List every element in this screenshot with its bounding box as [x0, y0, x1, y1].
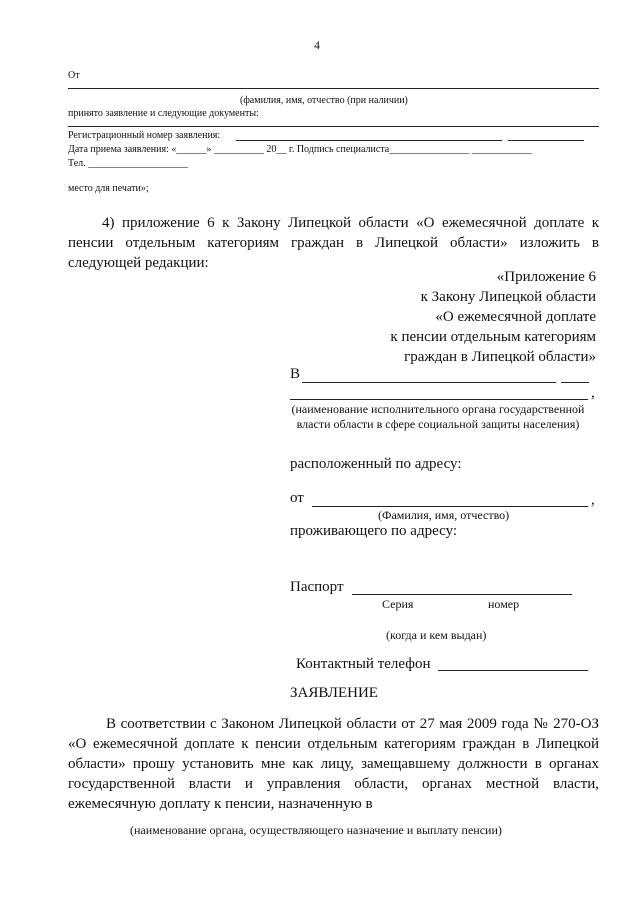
accepted-label: принято заявление и следующие документы: — [68, 108, 259, 119]
statement-line-1: В соответствии с Законом Липецкой области от 27 мая 2009 года № 270-ОЗ — [106, 716, 599, 732]
reg-number-line-2 — [508, 140, 584, 141]
amendment-line-2: пенсии отдельным категориям граждан в Липецкой области» изложить в — [68, 235, 599, 251]
from-prefix: от — [290, 490, 304, 506]
phone-label-small: Тел. ____________________ — [68, 158, 189, 169]
pension-org-caption: (наименование органа, осуществляющего назначение и выплату пенсии) — [130, 823, 502, 837]
appendix-line-3: «О ежемесячной доплате — [435, 309, 596, 325]
fio-line-main — [312, 506, 588, 507]
issued-caption: (когда и кем выдан) — [386, 628, 487, 642]
residence-label: проживающего по адресу: — [290, 523, 458, 539]
appendix-line-2: к Закону Липецкой области — [420, 289, 596, 305]
appendix-line-5: граждан в Липецкой области» — [404, 349, 596, 365]
appendix-line-4: к пенсии отдельным категориям — [390, 329, 596, 345]
amendment-line-3: следующей редакции: — [68, 255, 209, 271]
appendix-line-1: «Приложение 6 — [496, 269, 596, 285]
appendix-header — [390, 267, 596, 367]
passport-line — [352, 594, 572, 595]
statement-line-5: ежемесячную доплату к пенсии, назначенную в — [68, 796, 373, 812]
date-label: Дата приема заявления: «______» __________ 20__ г. Подпись специалиста________________ ____________ — [68, 144, 532, 155]
fio-caption: (фамилия, имя, отчество (при наличии) — [240, 95, 408, 106]
documents-line — [68, 126, 599, 127]
passport-label: Паспорт — [290, 579, 344, 595]
amendment-line-1: 4) приложение 6 к Закону Липецкой области «О ежемесячной доплате к — [102, 215, 599, 231]
stamp-label: место для печати»; — [68, 183, 149, 194]
statement-line-2: «О ежемесячной доплате к пенсии отдельным категориям граждан в Липецкой — [68, 736, 599, 752]
fio-caption-main: (Фамилия, имя, отчество) — [378, 508, 510, 522]
to-prefix: В — [290, 366, 301, 382]
contact-phone-label: Контактный телефон — [296, 656, 431, 672]
org-line-1 — [302, 382, 556, 383]
amendment-paragraph — [68, 213, 599, 273]
comma-2: , — [591, 492, 595, 508]
address-label: расположенный по адресу: — [290, 456, 462, 472]
org-line-1b — [561, 382, 589, 383]
org-caption: (наименование исполнительного органа государственной власти области в сфере социальной защиты населения) — [291, 402, 585, 431]
fio-line — [68, 88, 599, 89]
series-label: Серия — [382, 597, 414, 611]
statement-line-4: государственной власти и управления области, органах местной власти, — [68, 776, 599, 792]
number-label: номер — [488, 597, 520, 611]
org-line-2 — [290, 399, 588, 400]
comma-1: , — [591, 385, 595, 401]
statement-paragraph — [68, 714, 599, 814]
contact-phone-line — [438, 670, 588, 671]
reg-number-label: Регистрационный номер заявления: — [68, 130, 221, 141]
page-number: 4 — [314, 38, 320, 52]
from-label: От — [68, 70, 80, 81]
statement-line-3: области» прошу установить мне как лицу, замещавшему должности в органах — [68, 756, 599, 772]
reg-number-line — [236, 140, 502, 141]
statement-title: ЗАЯВЛЕНИЕ — [290, 685, 378, 701]
